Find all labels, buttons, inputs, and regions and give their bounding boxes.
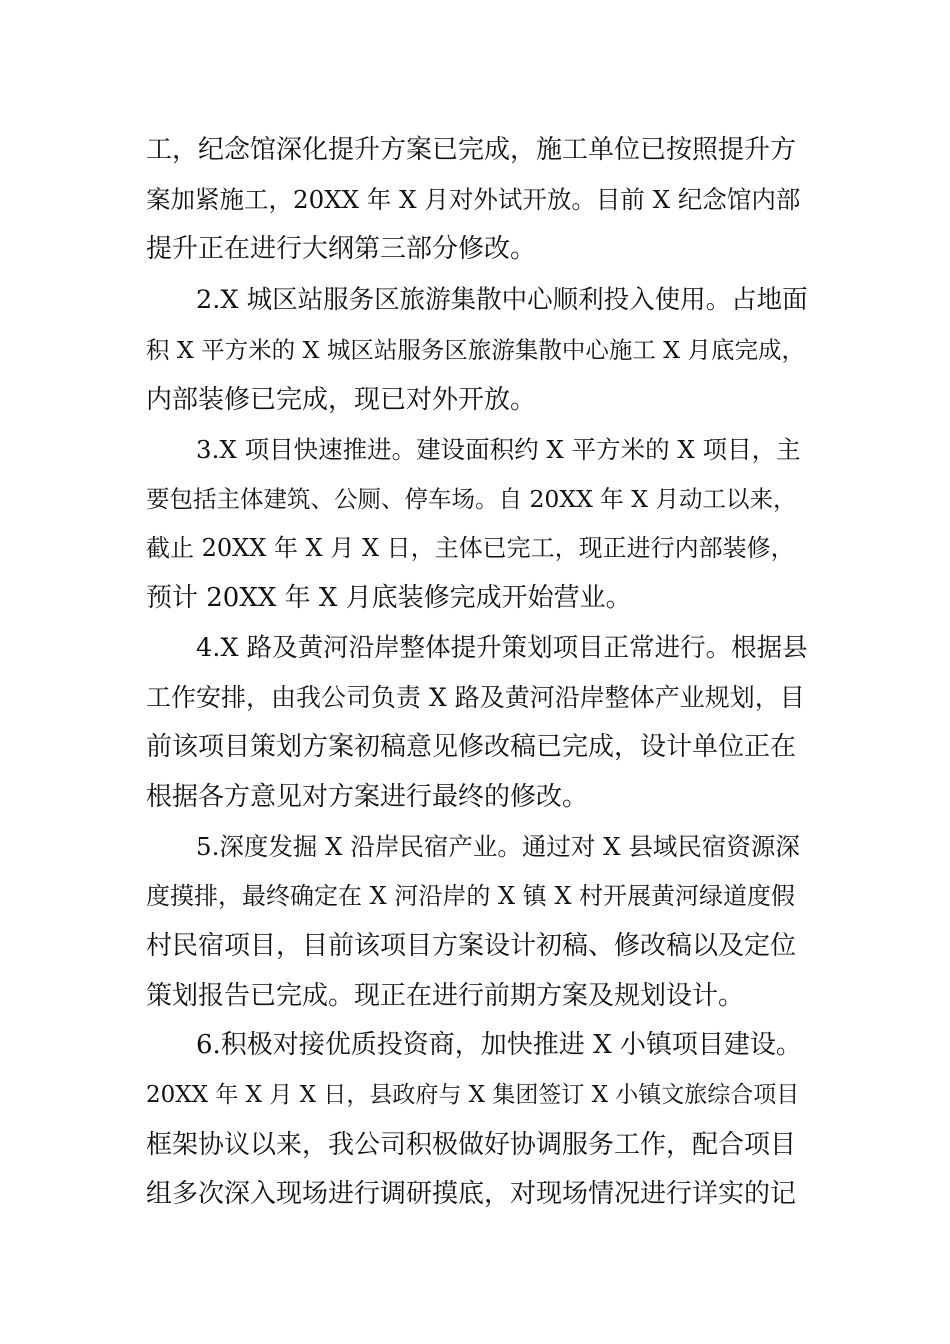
line-text: 2.X 城区站服务区旅游集散中心顺利投入使用。占地面 (196, 285, 808, 315)
text-line (0, 727, 950, 767)
line-text: 框架协议以来，我公司积极做好协调服务工作，配合项目 (146, 1130, 797, 1160)
text-line (0, 1075, 950, 1115)
line-text: 度摸排，最终确定在 X 河沿岸的 X 镇 X 村开展黄河绿道度假 (146, 882, 796, 910)
line-text: 3.X 项目快速推进。建设面积约 X 平方米的 X 项目，主 (196, 435, 801, 464)
text-line (0, 130, 950, 170)
text-line (0, 330, 950, 370)
line-text: 案加紧施工，20XX 年 X 月对外试开放。目前 X 纪念馆内部 (146, 185, 801, 214)
line-text: 提升正在进行大纲第三部分修改。 (146, 234, 537, 264)
line-text: 积 X 平方米的 X 城区站服务区旅游集散中心施工 X 月底完成， (146, 336, 806, 364)
line-text: 前该项目策划方案初稿意见修改稿已完成，设计单位正在 (146, 732, 797, 762)
text-line (0, 876, 950, 916)
line-text: 预计 20XX 年 X 月底装修完成开始营业。 (146, 583, 632, 613)
text-line (0, 1025, 950, 1065)
text-line (0, 1125, 950, 1165)
line-text: 6.积极对接优质投资商，加快推进 X 小镇项目建设。 (196, 1030, 802, 1060)
text-line (0, 229, 950, 269)
line-text: 工作安排，由我公司负责 X 路及黄河沿岸整体产业规划，目 (146, 683, 805, 712)
text-line (0, 578, 950, 618)
line-text: 根据各方意见对方案进行最终的修改。 (146, 782, 589, 812)
text-line (0, 827, 950, 867)
line-text: 20XX 年 X 月 X 日，县政府与 X 集团签订 X 小镇文旅综合项目 (146, 1082, 800, 1108)
line-text: 要包括主体建筑、公厕、停车场。自 20XX 年 X 月动工以来， (146, 485, 797, 513)
line-text: 组多次深入现场进行调研摸底，对现场情况进行详实的记 (146, 1179, 797, 1209)
text-line (0, 926, 950, 966)
text-line (0, 430, 950, 470)
text-line (0, 380, 950, 420)
line-text: 5.深度发掘 X 沿岸民宿产业。通过对 X 县域民宿资源深 (196, 832, 800, 861)
text-line (0, 479, 950, 519)
line-text: 策划报告已完成。现正在进行前期方案及规划设计。 (146, 981, 745, 1011)
line-text: 工，纪念馆深化提升方案已完成，施工单位已按照提升方 (146, 135, 797, 165)
text-line (0, 678, 950, 718)
text-line (0, 1174, 950, 1214)
text-line (0, 528, 950, 568)
line-text: 村民宿项目，目前该项目方案设计初稿、修改稿以及定位 (146, 931, 797, 961)
text-line (0, 777, 950, 817)
text-line (0, 628, 950, 668)
text-line (0, 180, 950, 220)
line-text: 4.X 路及黄河沿岸整体提升策划项目正常进行。根据县 (196, 633, 808, 663)
text-line (0, 976, 950, 1016)
line-text: 截止 20XX 年 X 月 X 日，主体已完工，现正进行内部装修， (146, 534, 795, 562)
line-text: 内部装修已完成，现已对外开放。 (146, 385, 537, 415)
text-line (0, 280, 950, 320)
